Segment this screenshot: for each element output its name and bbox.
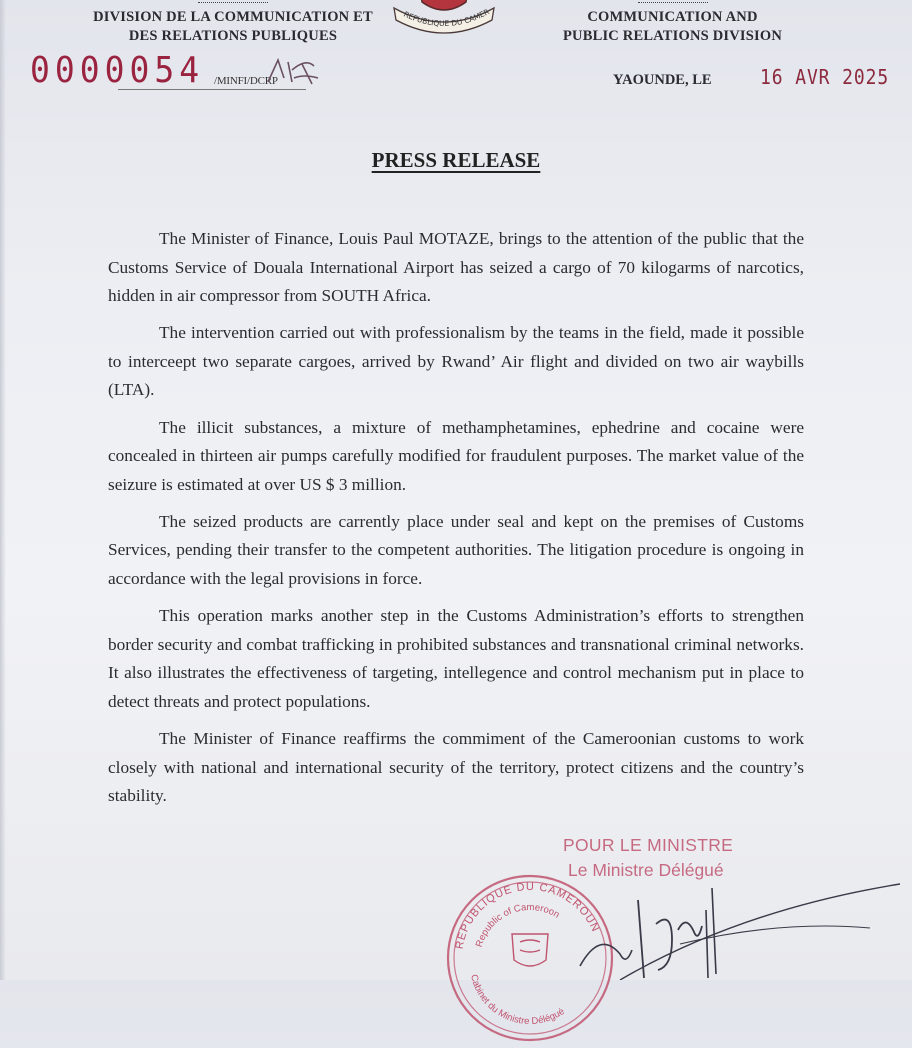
date-stamp: 16 AVR 2025: [760, 65, 890, 89]
page-title: PRESS RELEASE: [371, 148, 541, 172]
seal-emblem-icon: [512, 934, 548, 966]
paragraph: The Minister of Finance, Louis Paul MOTAZE, brings to the attention of the public that the Customs Service of Douala International Airport has seized a cargo of 70 kilogarms of narcotics, hidden in air compressor from SOUTH Africa.: [108, 229, 804, 306]
signature-role-stamp: Le Ministre Délégué: [568, 860, 724, 880]
header-english: [540, 8, 805, 46]
paragraph: This operation marks another step in the Customs Administration’s efforts to strengthen border security and combat trafficking in prohibited substances and transnational criminal networks. It also illustrates the effectiveness of targeting, intellegence and control mechanism put in place to detect threats and protect populations.: [108, 606, 804, 711]
initials-scrawl: [262, 52, 322, 92]
header-divider: [638, 2, 708, 3]
seal-inner-text: Republic of Cameroon: [473, 901, 562, 949]
paragraph: The illicit substances, a mixture of methamphetamines, ephedrine and cocaine were concealed in thirteen air pumps carefully modified for fraudulent purposes. The market value of the seizure is estimated at over US $ 3 million.: [108, 417, 804, 494]
emblem-ribbon-text: REPUBLIQUE DU CAMER: [402, 7, 491, 29]
paragraph: The seized products are carrently place under seal and kept on the premises of Customs Services, pending their transfer to the competent authorities. The litigation procedure is ongoing in accordance with the legal provisions in force.: [108, 511, 804, 589]
press-release-body: [108, 225, 804, 819]
header-french-line1: DIVISION DE LA COMMUNICATION ET: [93, 9, 373, 25]
reference-number: 0000054: [30, 48, 205, 91]
handwritten-signature: [560, 870, 912, 980]
header-french-line2: DES RELATIONS PUBLIQUES: [128, 28, 338, 44]
header-divider: [198, 2, 268, 3]
page-edge: [0, 0, 6, 980]
seal-lower-text: Cabinet du Ministre Délégué: [468, 973, 567, 1028]
signature-title-stamp: POUR LE MINISTRE: [563, 835, 734, 855]
reference-code: /MINFI/DCRP: [214, 75, 278, 87]
paragraph: The Minister of Finance reaffirms the commiment of the Cameroonian customs to work closely with national and international security of the territory, protect citizens and the country’s stability.: [108, 729, 804, 806]
header-english-line2: PUBLIC RELATIONS DIVISION: [562, 28, 783, 44]
header-english-line1: COMMUNICATION AND: [587, 9, 758, 25]
dateline-place: YAOUNDE, LE: [613, 72, 712, 88]
seal-outer-text: REPUBLIQUE DU CAMEROUN: [453, 880, 602, 951]
paragraph: The intervention carried out with professionalism by the teams in the field, made it possible to interceept two separate cargoes, arrived by Rwand’ Air flight and divided on two air waybills (LTA).: [108, 323, 804, 400]
header-french: [78, 8, 388, 46]
coat-of-arms-emblem: [388, 0, 500, 38]
